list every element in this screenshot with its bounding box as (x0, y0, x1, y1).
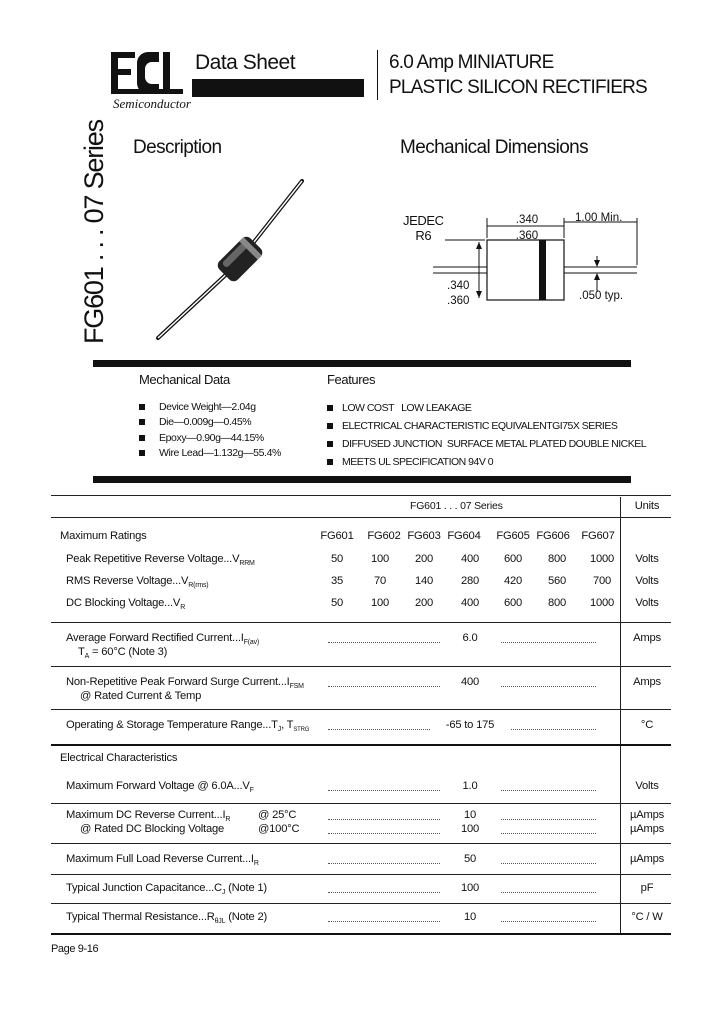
list-item: DIFFUSED JUNCTION SURFACE METAL PLATED DOUBLE NICKEL (327, 435, 646, 453)
header-divider (377, 50, 378, 100)
electrical-characteristics-heading: Electrical Characteristics (60, 752, 178, 764)
mechanical-data-list (139, 399, 281, 461)
list-item: Epoxy—0.90g—44.15% (139, 430, 281, 446)
body-length-dimension: .340 .360 (515, 214, 539, 242)
mechanical-data-heading: Mechanical Data (139, 372, 230, 387)
features-list (327, 399, 646, 471)
diode-illustration (150, 175, 310, 345)
page-number: Page 9-16 (51, 943, 99, 955)
list-item: Device Weight—2.04g (139, 399, 281, 415)
lead-diameter-dimension: .050 typ. (579, 290, 624, 302)
section-rule (93, 360, 631, 367)
list-item: Die—0.009g—0.45% (139, 415, 281, 431)
series-label: FG601 . . . 07 Series (79, 120, 109, 344)
product-title: 6.0 Amp MINIATURE PLASTIC SILICON RECTIFIERS (389, 52, 647, 98)
section-rule (93, 476, 631, 483)
list-item: MEETS UL SPECIFICATION 94V 0 (327, 453, 646, 471)
list-item: ELECTRICAL CHARACTERISTIC EQUIVALENTGI75X SERIES (327, 417, 646, 435)
title-bar (192, 79, 364, 97)
list-item: LOW COST LOW LEAKAGE (327, 399, 646, 417)
description-heading: Description (133, 137, 222, 158)
mechanical-dimensions-heading: Mechanical Dimensions (400, 137, 589, 158)
fci-logo (111, 52, 183, 96)
doc-type: Data Sheet (195, 51, 296, 74)
brand-subtitle: Semiconductor (113, 96, 191, 111)
list-item: Wire Lead—1.132g—55.4% (139, 446, 281, 462)
jedec-label: JEDEC R6 (403, 213, 444, 243)
body-diameter-dimension: .340 .360 (447, 280, 470, 307)
series-header: FG601 . . . 07 Series (410, 500, 503, 512)
units-header: Units (634, 500, 660, 512)
lead-length-dimension: 1.00 Min. (575, 212, 623, 224)
max-ratings-heading: Maximum Ratings (60, 530, 147, 542)
features-heading: Features (327, 372, 376, 387)
